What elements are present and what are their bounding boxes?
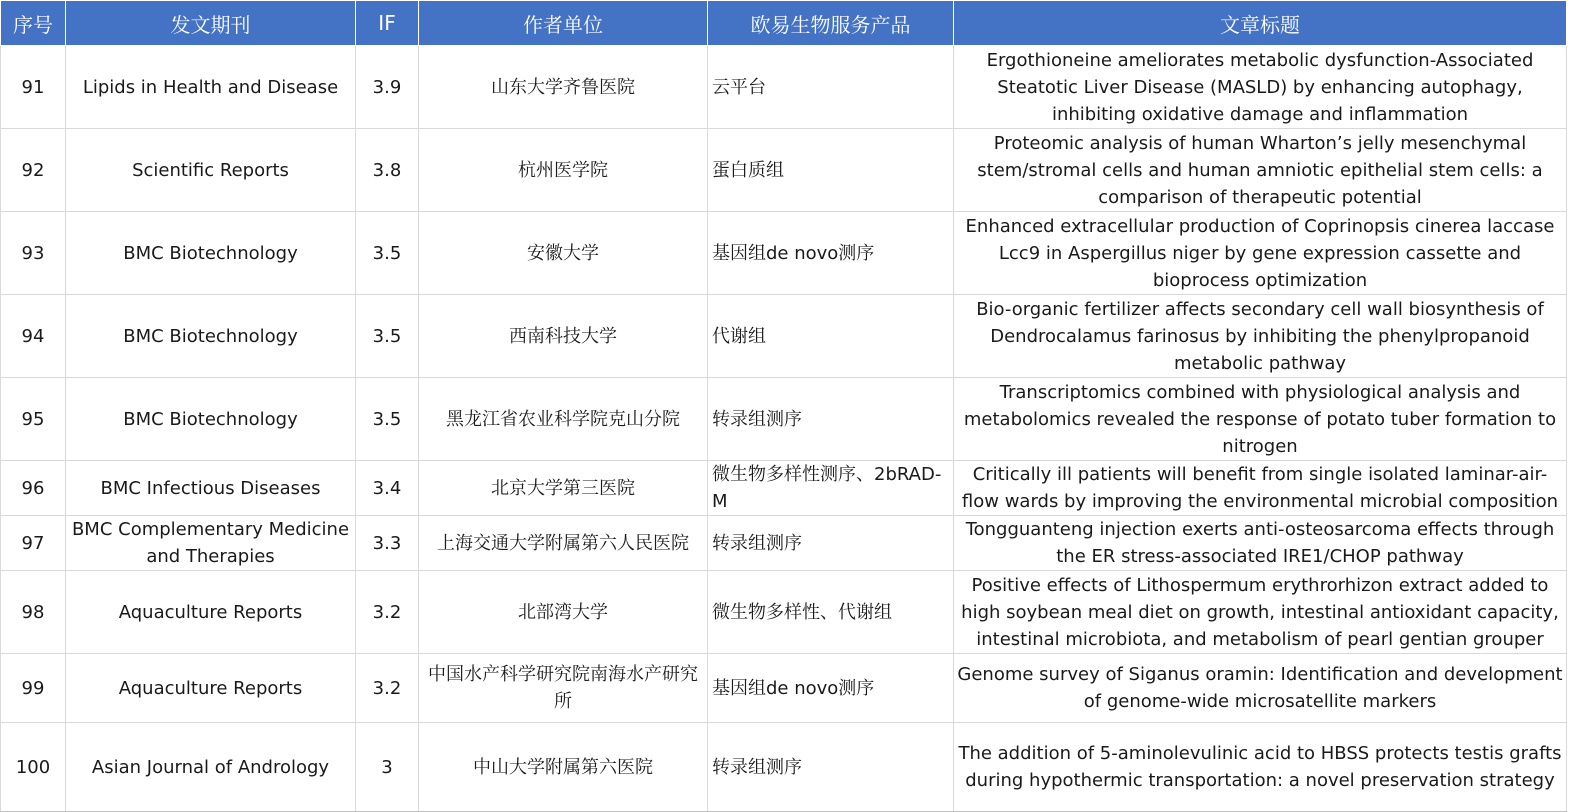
header-row <box>1 1 1567 46</box>
cell-journal: BMC Biotechnology <box>66 212 356 295</box>
cell-unit: 北部湾大学 <box>419 571 708 654</box>
table-row <box>1 378 1567 461</box>
cell-unit: 中国水产科学研究院南海水产研究所 <box>419 654 708 723</box>
cell-if: 3.5 <box>356 378 419 461</box>
cell-journal: Asian Journal of Andrology <box>66 723 356 812</box>
cell-title: Ergothioneine ameliorates metabolic dysfunction-Associated Steatotic Liver Disease (MASLD) by enhancing autophagy, inhibiting oxidative damage and inflammation <box>954 46 1567 129</box>
cell-title: The addition of 5-aminolevulinic acid to HBSS protects testis grafts during hypothermic transportation: a novel preservation strategy <box>954 723 1567 812</box>
cell-title: Bio-organic fertilizer affects secondary cell wall biosynthesis of Dendrocalamus farinosus by inhibiting the phenylpropanoid metabolic pathway <box>954 295 1567 378</box>
cell-if: 3.8 <box>356 129 419 212</box>
cell-if: 3.3 <box>356 516 419 571</box>
cell-title: Proteomic analysis of human Wharton’s jelly mesenchymal stem/stromal cells and human amniotic epithelial stem cells: a comparison of therapeutic potential <box>954 129 1567 212</box>
cell-unit: 安徽大学 <box>419 212 708 295</box>
cell-journal: BMC Infectious Diseases <box>66 461 356 516</box>
cell-product: 转录组测序 <box>708 723 954 812</box>
cell-journal: Aquaculture Reports <box>66 571 356 654</box>
cell-index: 91 <box>1 46 66 129</box>
cell-index: 93 <box>1 212 66 295</box>
cell-title: Tongguanteng injection exerts anti-osteosarcoma effects through the ER stress-associated IRE1/CHOP pathway <box>954 516 1567 571</box>
header-product: 欧易生物服务产品 <box>708 1 954 46</box>
table-row <box>1 723 1567 812</box>
cell-if: 3.5 <box>356 295 419 378</box>
table-row <box>1 461 1567 516</box>
cell-journal: Scientific Reports <box>66 129 356 212</box>
table-row <box>1 46 1567 129</box>
cell-product: 转录组测序 <box>708 378 954 461</box>
header-title: 文章标题 <box>954 1 1567 46</box>
header-unit: 作者单位 <box>419 1 708 46</box>
cell-title: Positive effects of Lithospermum erythrorhizon extract added to high soybean meal diet on growth, intestinal antioxidant capacity, intestinal microbiota, and metabolism of pearl gentian grouper <box>954 571 1567 654</box>
cell-index: 100 <box>1 723 66 812</box>
cell-product: 基因组de novo测序 <box>708 212 954 295</box>
cell-product: 微生物多样性测序、2bRAD-M <box>708 461 954 516</box>
cell-journal: Lipids in Health and Disease <box>66 46 356 129</box>
table-row <box>1 654 1567 723</box>
cell-unit: 上海交通大学附属第六人民医院 <box>419 516 708 571</box>
cell-index: 98 <box>1 571 66 654</box>
table-row <box>1 571 1567 654</box>
cell-product: 微生物多样性、代谢组 <box>708 571 954 654</box>
table-row <box>1 129 1567 212</box>
cell-unit: 黑龙江省农业科学院克山分院 <box>419 378 708 461</box>
table-row <box>1 212 1567 295</box>
cell-product: 基因组de novo测序 <box>708 654 954 723</box>
cell-product: 云平台 <box>708 46 954 129</box>
cell-index: 92 <box>1 129 66 212</box>
cell-title: Critically ill patients will benefit from single isolated laminar-air-flow wards by improving the environmental microbial composition <box>954 461 1567 516</box>
cell-if: 3.5 <box>356 212 419 295</box>
cell-unit: 西南科技大学 <box>419 295 708 378</box>
cell-journal: BMC Biotechnology <box>66 378 356 461</box>
cell-title: Genome survey of Siganus oramin: Identification and development of genome-wide microsatellite markers <box>954 654 1567 723</box>
cell-index: 97 <box>1 516 66 571</box>
cell-if: 3.2 <box>356 571 419 654</box>
cell-index: 96 <box>1 461 66 516</box>
cell-index: 95 <box>1 378 66 461</box>
header-index: 序号 <box>1 1 66 46</box>
header-journal: 发文期刊 <box>66 1 356 46</box>
cell-if: 3.9 <box>356 46 419 129</box>
cell-unit: 中山大学附属第六医院 <box>419 723 708 812</box>
cell-unit: 山东大学齐鲁医院 <box>419 46 708 129</box>
header-if: IF <box>356 1 419 46</box>
cell-journal: Aquaculture Reports <box>66 654 356 723</box>
cell-if: 3.4 <box>356 461 419 516</box>
cell-journal: BMC Biotechnology <box>66 295 356 378</box>
cell-if: 3 <box>356 723 419 812</box>
cell-unit: 北京大学第三医院 <box>419 461 708 516</box>
cell-title: Enhanced extracellular production of Coprinopsis cinerea laccase Lcc9 in Aspergillus niger by gene expression cassette and bioprocess optimization <box>954 212 1567 295</box>
cell-product: 转录组测序 <box>708 516 954 571</box>
table-row <box>1 516 1567 571</box>
cell-product: 蛋白质组 <box>708 129 954 212</box>
cell-unit: 杭州医学院 <box>419 129 708 212</box>
cell-if: 3.2 <box>356 654 419 723</box>
cell-index: 94 <box>1 295 66 378</box>
cell-journal: BMC Complementary Medicine and Therapies <box>66 516 356 571</box>
cell-product: 代谢组 <box>708 295 954 378</box>
table-row <box>1 295 1567 378</box>
cell-index: 99 <box>1 654 66 723</box>
cell-title: Transcriptomics combined with physiological analysis and metabolomics revealed the response of potato tuber formation to nitrogen <box>954 378 1567 461</box>
